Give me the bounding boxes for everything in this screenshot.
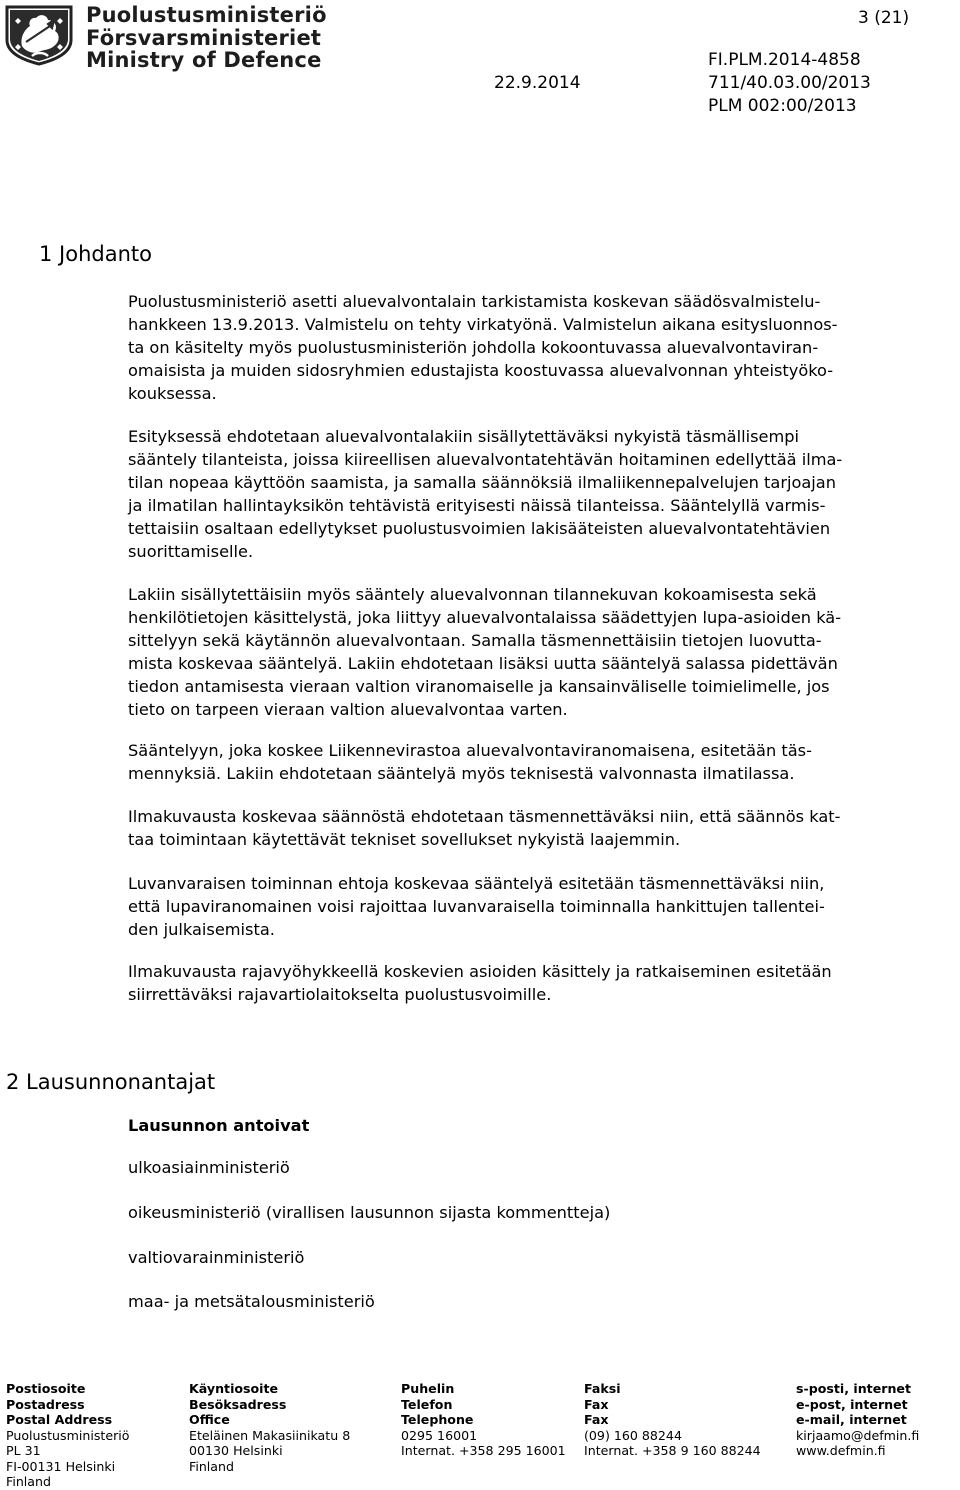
- website-link[interactable]: www.defmin.fi: [796, 1443, 886, 1458]
- footer-office-address: Käyntiosoite Besöksadress Office Eteläinen Makasiinikatu 8 00130 Helsinki Finland: [189, 1381, 351, 1474]
- document-id: FI.PLM.2014-4858: [708, 50, 861, 70]
- paragraph: Luvanvaraisen toiminnan ehtoja koskevaa sääntelyä esitetään täsmennettäväksi niin, että lupaviranomainen voisi rajoittaa luvanvaraisella toiminnalla hankittujen tallentei- den julkaisemista.: [128, 874, 825, 939]
- footer-email-internet: s-posti, internet e-post, internet e-mail, internet kirjaamo@defmin.fi www.defmin.fi: [796, 1381, 920, 1458]
- paragraph: Ilmakuvausta rajavyöhykkeellä koskevien asioiden käsittely ja ratkaiseminen esitetään siirrettäväksi rajavartiolaitokselta puolustusvoimille.: [128, 962, 832, 1004]
- list-item: maa- ja metsätalousministeriö: [128, 1292, 375, 1311]
- paragraph: Ilmakuvausta koskevaa säännöstä ehdotetaan täsmennettäväksi niin, että säännös kat- taa toimintaan käytettävät tekniset sovellukset nykyistä laajemmin.: [128, 807, 841, 849]
- ministry-name-sv: Försvarsministeriet: [86, 26, 322, 50]
- reference-number-2: PLM 002:00/2013: [708, 96, 857, 116]
- paragraph: Sääntelyyn, joka koskee Liikennevirastoa aluevalvontaviranomaisena, esitetään täs- mennyksiä. Lakiin ehdotetaan sääntelyä myös teknisestä valvonnasta ilmatilassa.: [128, 741, 812, 783]
- subheading: Lausunnon antoivat: [128, 1116, 310, 1135]
- finnish-lion-emblem-icon: [4, 4, 74, 66]
- ministry-name-fi: Puolustusministeriö: [86, 3, 327, 27]
- page-number: 3 (21): [858, 8, 910, 28]
- reference-number-1: 711/40.03.00/2013: [708, 73, 871, 93]
- paragraph: Lakiin sisällytettäisiin myös sääntely aluevalvonnan tilannekuvan kokoamisesta sekä henkilötietojen käsittelystä, joka liittyy aluevalvontalaissa säädettyjen lupa-asioiden kä- sittelyyn sekä käytännön aluevalvontaan. Samalla täsmennettäisiin tietojen luovutta- mista koskevaa sääntelyä. Lakiin ehdotetaan lisäksi uutta sääntelyä salassa pidettävän tiedon antamisesta vieraan valtion viranomaiselle ja kansainväliselle toimielimelle, jos tieto on tarpeen vieraan valtion aluevalvontaa varten.: [128, 585, 842, 719]
- footer-fax: Faksi Fax Fax (09) 160 88244 Internat. +358 9 160 88244: [584, 1381, 761, 1458]
- paragraph: Puolustusministeriö asetti aluevalvontalain tarkistamista koskevan säädösvalmistelu- hankkeen 13.9.2013. Valmistelu on tehty virkatyönä. Valmistelun aikana esitysluonnos- ta on käsitelty myös puolustusministeriön johdolla kokoontuvassa aluevalvontaviran- omaisista ja muiden sidosryhmien edustajista koostuvassa aluevalvonnan yhteistyöko- kouksessa.: [128, 292, 838, 403]
- ministry-name-en: Ministry of Defence: [86, 48, 322, 72]
- list-item: ulkoasiainministeriö: [128, 1158, 290, 1177]
- list-item: valtiovarainministeriö: [128, 1248, 305, 1267]
- footer-postal-address: Postiosoite Postadress Postal Address Puolustusministeriö PL 31 FI-00131 Helsinki Finland: [6, 1381, 130, 1489]
- section-heading-lausunnonantajat: 2 Lausunnonantajat: [6, 1070, 216, 1094]
- email-link[interactable]: kirjaamo@defmin.fi: [796, 1427, 920, 1443]
- footer-telephone: Puhelin Telefon Telephone 0295 16001 Internat. +358 295 16001: [401, 1381, 566, 1458]
- list-item: oikeusministeriö (virallisen lausunnon sijasta kommentteja): [128, 1203, 611, 1222]
- paragraph: Esityksessä ehdotetaan aluevalvontalakiin sisällytettäväksi nykyistä täsmällisempi sääntely tilanteista, joissa kiireellisen aluevalvontatehtävän hoitaminen edellyttää ilma- tilan nopeaa käyttöön saamista, ja samalla säännöksiä ilmaliikennepalvelujen tarjoajan ja ilmatilan hallintayksikön tehtävistä erityisesti näissä tilanteissa. Sääntelyllä varmis- tettaisiin osaltaan edellytykset puolustusvoimien lakisääteisten aluevalvontatehtävien suorittamiselle.: [128, 427, 843, 561]
- document-date: 22.9.2014: [494, 73, 581, 93]
- section-heading-johdanto: 1 Johdanto: [39, 242, 152, 266]
